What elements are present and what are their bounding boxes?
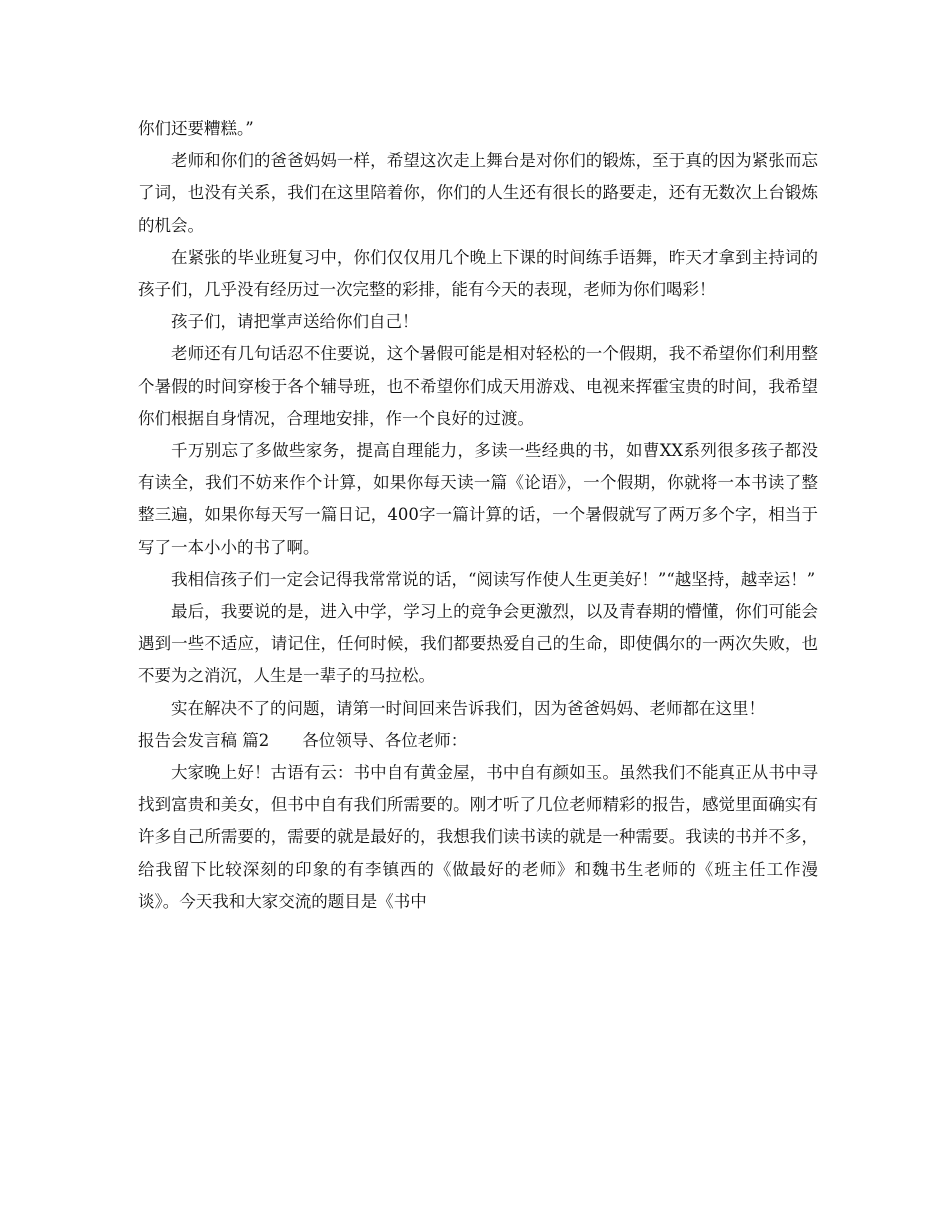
paragraph-1: 你们还要糟糕。” — [138, 119, 254, 138]
paragraph-4: 孩子们，请把掌声送给你们自己！ — [171, 312, 419, 332]
paragraph-3: 在紧张的毕业班复习中，你们仅仅用几个晚上下课的时间练手语舞，昨天才拿到主持词的孩子们，几乎没有经历过一次完整的彩排，能有今天的表现，老师为你们喝彩！ — [138, 247, 818, 300]
document-page — [138, 113, 818, 918]
paragraph-6: 千万别忘了多做些家务，提高自理能力，多读一些经典的书，如曹XX系列很多孩子都没有读全，我们不妨来作个计算，如果你每天读一篇《论语》，一个假期，你就将一本书读了整整三遍，如果你每天写一篇日记，400字一篇计算的话，一个暑假就写了两万多个字，相当于写了一本小小的书了啊。 — [138, 441, 818, 557]
paragraph-10: 大家晚上好！古语有云：书中自有黄金屋，书中自有颜如玉。虽然我们不能真正从书中寻找到富贵和美女，但书中自有我们所需要的。刚才听了几位老师精彩的报告，感觉里面确实有许多自己所需要的，需要的就是最好的，我想我们读书读的就是一种需要。我读的书并不多，给我留下比较深刻的印象的有李镇西的《做最好的老师》和魏书生老师的《班主任工作漫谈》。今天我和大家交流的题目是《书中 — [138, 763, 818, 911]
paragraph-7: 我相信孩子们一定会记得我常常说的话，“阅读写作使人生更美好！”“越坚持，越幸运！” — [171, 569, 816, 589]
paragraph-2: 老师和你们的爸爸妈妈一样，希望这次走上舞台是对你们的锻炼，至于真的因为紧张而忘了词，也没有关系，我们在这里陪着你，你们的人生还有很长的路要走，还有无数次上台锻炼的机会。 — [138, 151, 818, 235]
paragraph-9: 实在解决不了的问题，请第一时间回来告诉我们，因为爸爸妈妈、老师都在这里！ — [171, 698, 765, 718]
paragraph-5: 老师还有几句话忍不住要说，这个暑假可能是相对轻松的一个假期，我不希望你们利用整个暑假的时间穿梭于各个辅导班，也不希望你们成天用游戏、电视来挥霍宝贵的时间，我希望你们根据自身情况，合理地安排，作一个良好的过渡。 — [138, 344, 818, 428]
section-heading: 报告会发言稿 篇2 各位领导、各位老师： — [138, 730, 468, 750]
paragraph-8: 最后，我要说的是，进入中学，学习上的竞争会更激烈，以及青春期的懵懂，你们可能会遇到一些不适应，请记住，任何时候，我们都要热爱自己的生命，即使偶尔的一两次失败，也不要为之消沉，人生是一辈子的马拉松。 — [138, 602, 818, 686]
